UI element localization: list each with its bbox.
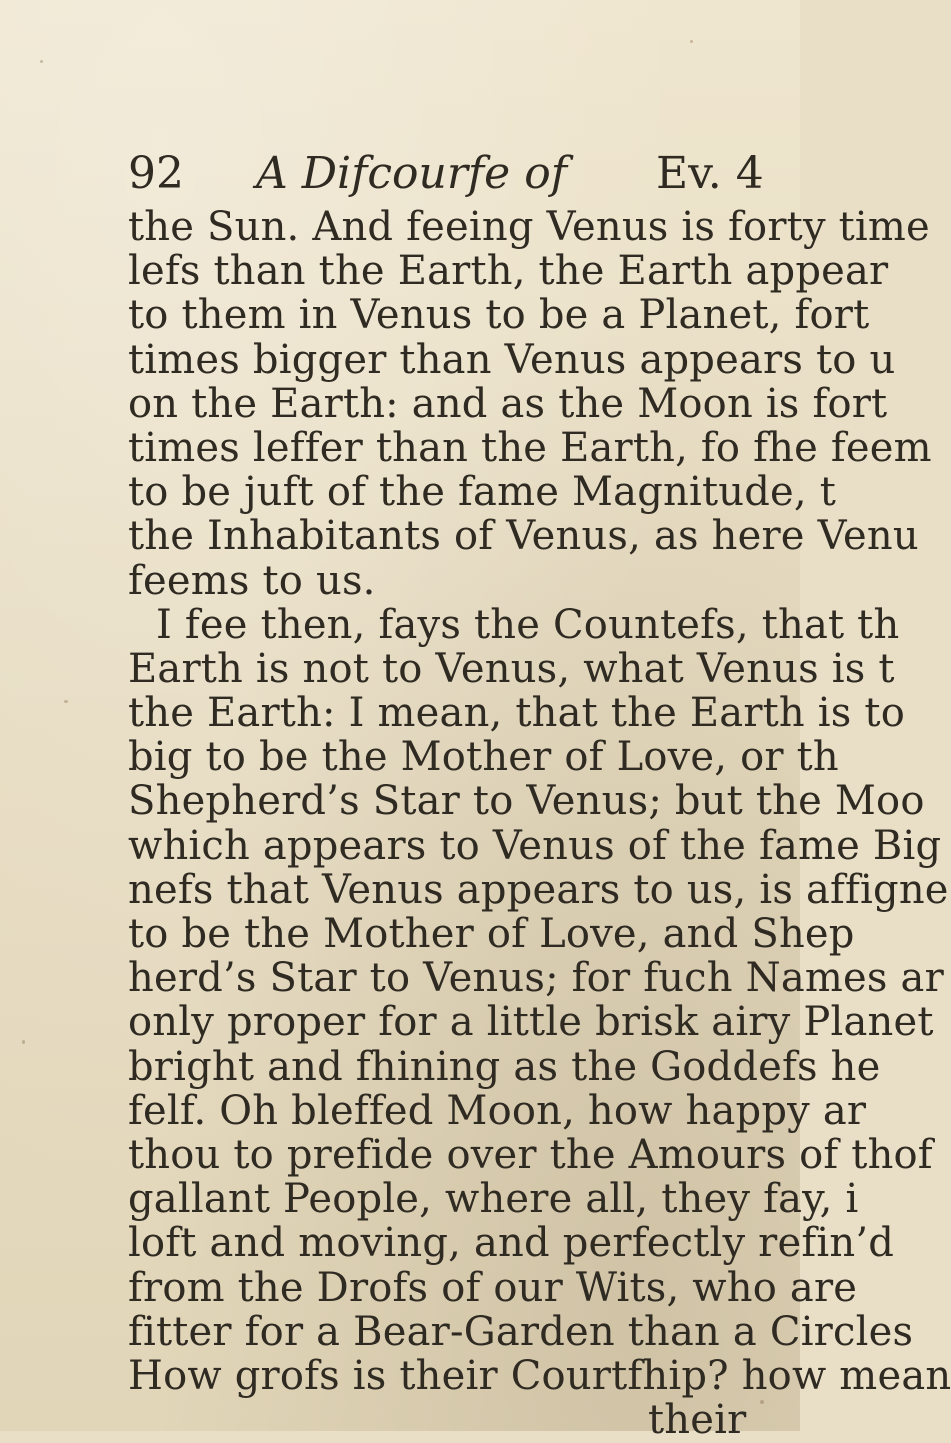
text-line: felf. Oh bleffed Moon, how happy ar bbox=[128, 1087, 867, 1134]
text-line: gallant People, where all, they fay, i bbox=[128, 1176, 859, 1223]
text-line: the Earth: I mean, that the Earth is to bbox=[128, 690, 905, 737]
text-line: on the Earth: and as the Moon is fort bbox=[128, 380, 888, 427]
text-line: which appears to Venus of the fame Big bbox=[128, 822, 942, 869]
text-line: to them in Venus to be a Planet, fort bbox=[128, 292, 870, 339]
text-line: feems to us. bbox=[128, 557, 376, 604]
text-line: the Inhabitants of Venus, as here Venu bbox=[128, 513, 919, 560]
text-line: Shepherd’s Star to Venus; but the Moo bbox=[128, 778, 925, 825]
paper-speck bbox=[64, 700, 68, 703]
text-line: loft and moving, and perfectly refin’d bbox=[128, 1220, 895, 1267]
paper-speck bbox=[40, 60, 43, 63]
text-line: thou to prefide over the Amours of thof bbox=[128, 1131, 933, 1178]
text-line: only proper for a little brisk airy Planet bbox=[128, 999, 934, 1046]
signature-mark: Ev. 4 bbox=[656, 148, 764, 199]
text-line: big to be the Mother of Love, or th bbox=[128, 734, 839, 781]
text-line: to be juft of the fame Magnitude, t bbox=[128, 469, 836, 516]
text-line-paragraph-start: I fee then, fays the Countefs, that th bbox=[156, 601, 900, 648]
running-head: A Difcourfe of bbox=[256, 148, 567, 199]
paper-speck bbox=[690, 40, 693, 43]
text-line: Earth is not to Venus, what Venus is t bbox=[128, 645, 895, 692]
body-text bbox=[128, 204, 951, 1443]
text-line: to be the Mother of Love, and Shep bbox=[128, 911, 855, 957]
page-header bbox=[128, 148, 800, 210]
text-line: herd’s Star to Venus; for fuch Names ar bbox=[128, 955, 944, 1002]
text-line: the Sun. And feeing Venus is forty time bbox=[128, 204, 930, 250]
page-number: 92 bbox=[128, 148, 184, 199]
paper-speck bbox=[22, 1040, 25, 1044]
text-line: nefs that Venus appears to us, is affigne bbox=[128, 866, 949, 913]
text-line: How grofs is their Courtfhip? how mean bbox=[128, 1352, 951, 1399]
catchword: their bbox=[648, 1397, 747, 1443]
text-line: bright and fhining as the Goddefs he bbox=[128, 1043, 881, 1090]
text-line: times bigger than Venus appears to u bbox=[128, 336, 896, 383]
text-line: fitter for a Bear-Garden than a Circles bbox=[128, 1308, 914, 1355]
text-line: times leffer than the Earth, fo fhe feem bbox=[128, 424, 932, 471]
text-line: from the Drofs of our Wits, who are bbox=[128, 1264, 858, 1311]
text-line: lefs than the Earth, the Earth appear bbox=[128, 248, 889, 295]
